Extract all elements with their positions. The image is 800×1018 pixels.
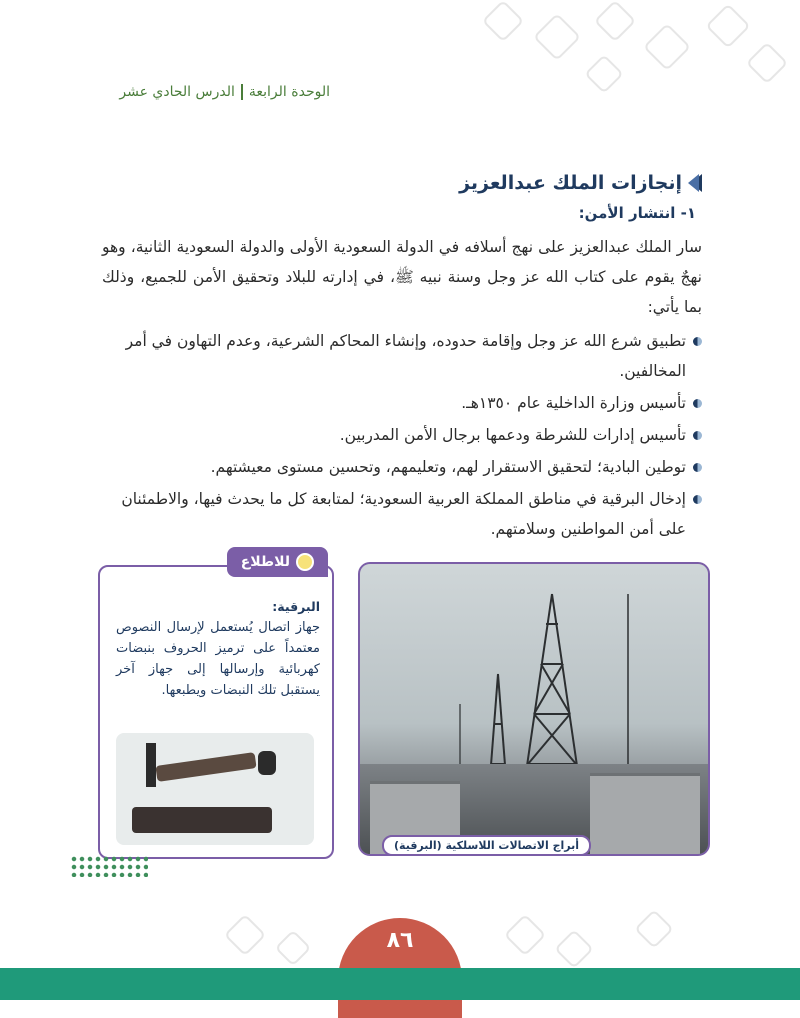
intro-paragraph: سار الملك عبدالعزيز على نهج أسلافه في الدولة السعودية الأولى والدولة السعودية الثانية، وهو نهجٌ يقوم على كتاب الله عز وجل وسنة نبيه ﷺ، في إدارته للبلاد وتحقيق الأمن للجميع، وذلك بما يأتي: (102, 238, 702, 316)
bullet-list (92, 326, 702, 546)
decor-diamond (594, 0, 636, 42)
list-item: إدخال البرقية في مناطق المملكة العربية السعودية؛ لمتابعة كل ما يحدث فيها، والاطمئنان على أمن المواطنين وسلامتهم. (92, 484, 702, 544)
decor-diamond (584, 54, 624, 94)
decor-diamond (746, 42, 788, 84)
info-tag-label: للاطلاع (240, 554, 290, 570)
decor-diamond (504, 914, 546, 956)
info-box (98, 554, 334, 859)
bullet-icon (693, 463, 702, 472)
telegraph-post (146, 743, 156, 787)
telegraph-image (116, 733, 314, 845)
bullet-icon (693, 495, 702, 504)
telegraph-base (132, 807, 272, 833)
photo-caption: أبراج الاتصالات اللاسلكية (البرقية) (382, 835, 591, 856)
list-item: تطبيق شرع الله عز وجل وإقامة حدوده، وإنشاء المحاكم الشرعية، وعدم التهاون في أمر المخالفين. (92, 326, 702, 386)
arrow-icon (688, 174, 699, 192)
decor-diamond (705, 3, 750, 48)
decor-diamond (533, 13, 581, 61)
info-title: البرقية: (272, 599, 320, 614)
telegraph-lever (155, 752, 256, 782)
bullet-icon (693, 337, 702, 346)
bullet-icon (693, 399, 702, 408)
decor-diamond (643, 23, 691, 71)
bullet-icon (693, 431, 702, 440)
decor-dots (70, 855, 148, 877)
section-title-text: إنجازات الملك عبدالعزيز (459, 172, 682, 194)
header-divider (241, 84, 243, 100)
decor-diamond (482, 0, 524, 42)
list-item: توطين البادية؛ لتحقيق الاستقرار لهم، وتعليمهم، وتحسين مستوى معيشتهم. (92, 452, 702, 482)
decor-diamond (224, 914, 266, 956)
page-header (119, 84, 330, 100)
footer-bar (0, 968, 800, 1000)
lesson-label: الدرس الحادي عشر (119, 84, 235, 100)
info-text: جهاز اتصال يُستعمل لإرسال النصوص معتمداً على ترميز الحروف بنبضات كهربائية وإرسالها إلى جهاز آخر يستقبل تلك النبضات ويطبعها. (116, 620, 320, 698)
decor-diamond (275, 930, 312, 967)
decor-diamond (554, 929, 594, 969)
radio-towers-photo (358, 562, 710, 856)
section-subtitle: ١- انتشار الأمن: (578, 204, 696, 222)
telegraph-knob (258, 751, 276, 775)
list-item: تأسيس وزارة الداخلية عام ١٣٥٠هـ. (92, 388, 702, 418)
page-number: ٨٦ (386, 928, 414, 953)
list-item: تأسيس إدارات للشرطة ودعمها برجال الأمن المدربين. (92, 420, 702, 450)
decor-diamond (634, 909, 674, 949)
photo-building (590, 773, 700, 854)
section-title (459, 172, 702, 194)
info-tag (227, 547, 328, 577)
lightbulb-icon (296, 553, 314, 571)
unit-label: الوحدة الرابعة (248, 84, 330, 100)
